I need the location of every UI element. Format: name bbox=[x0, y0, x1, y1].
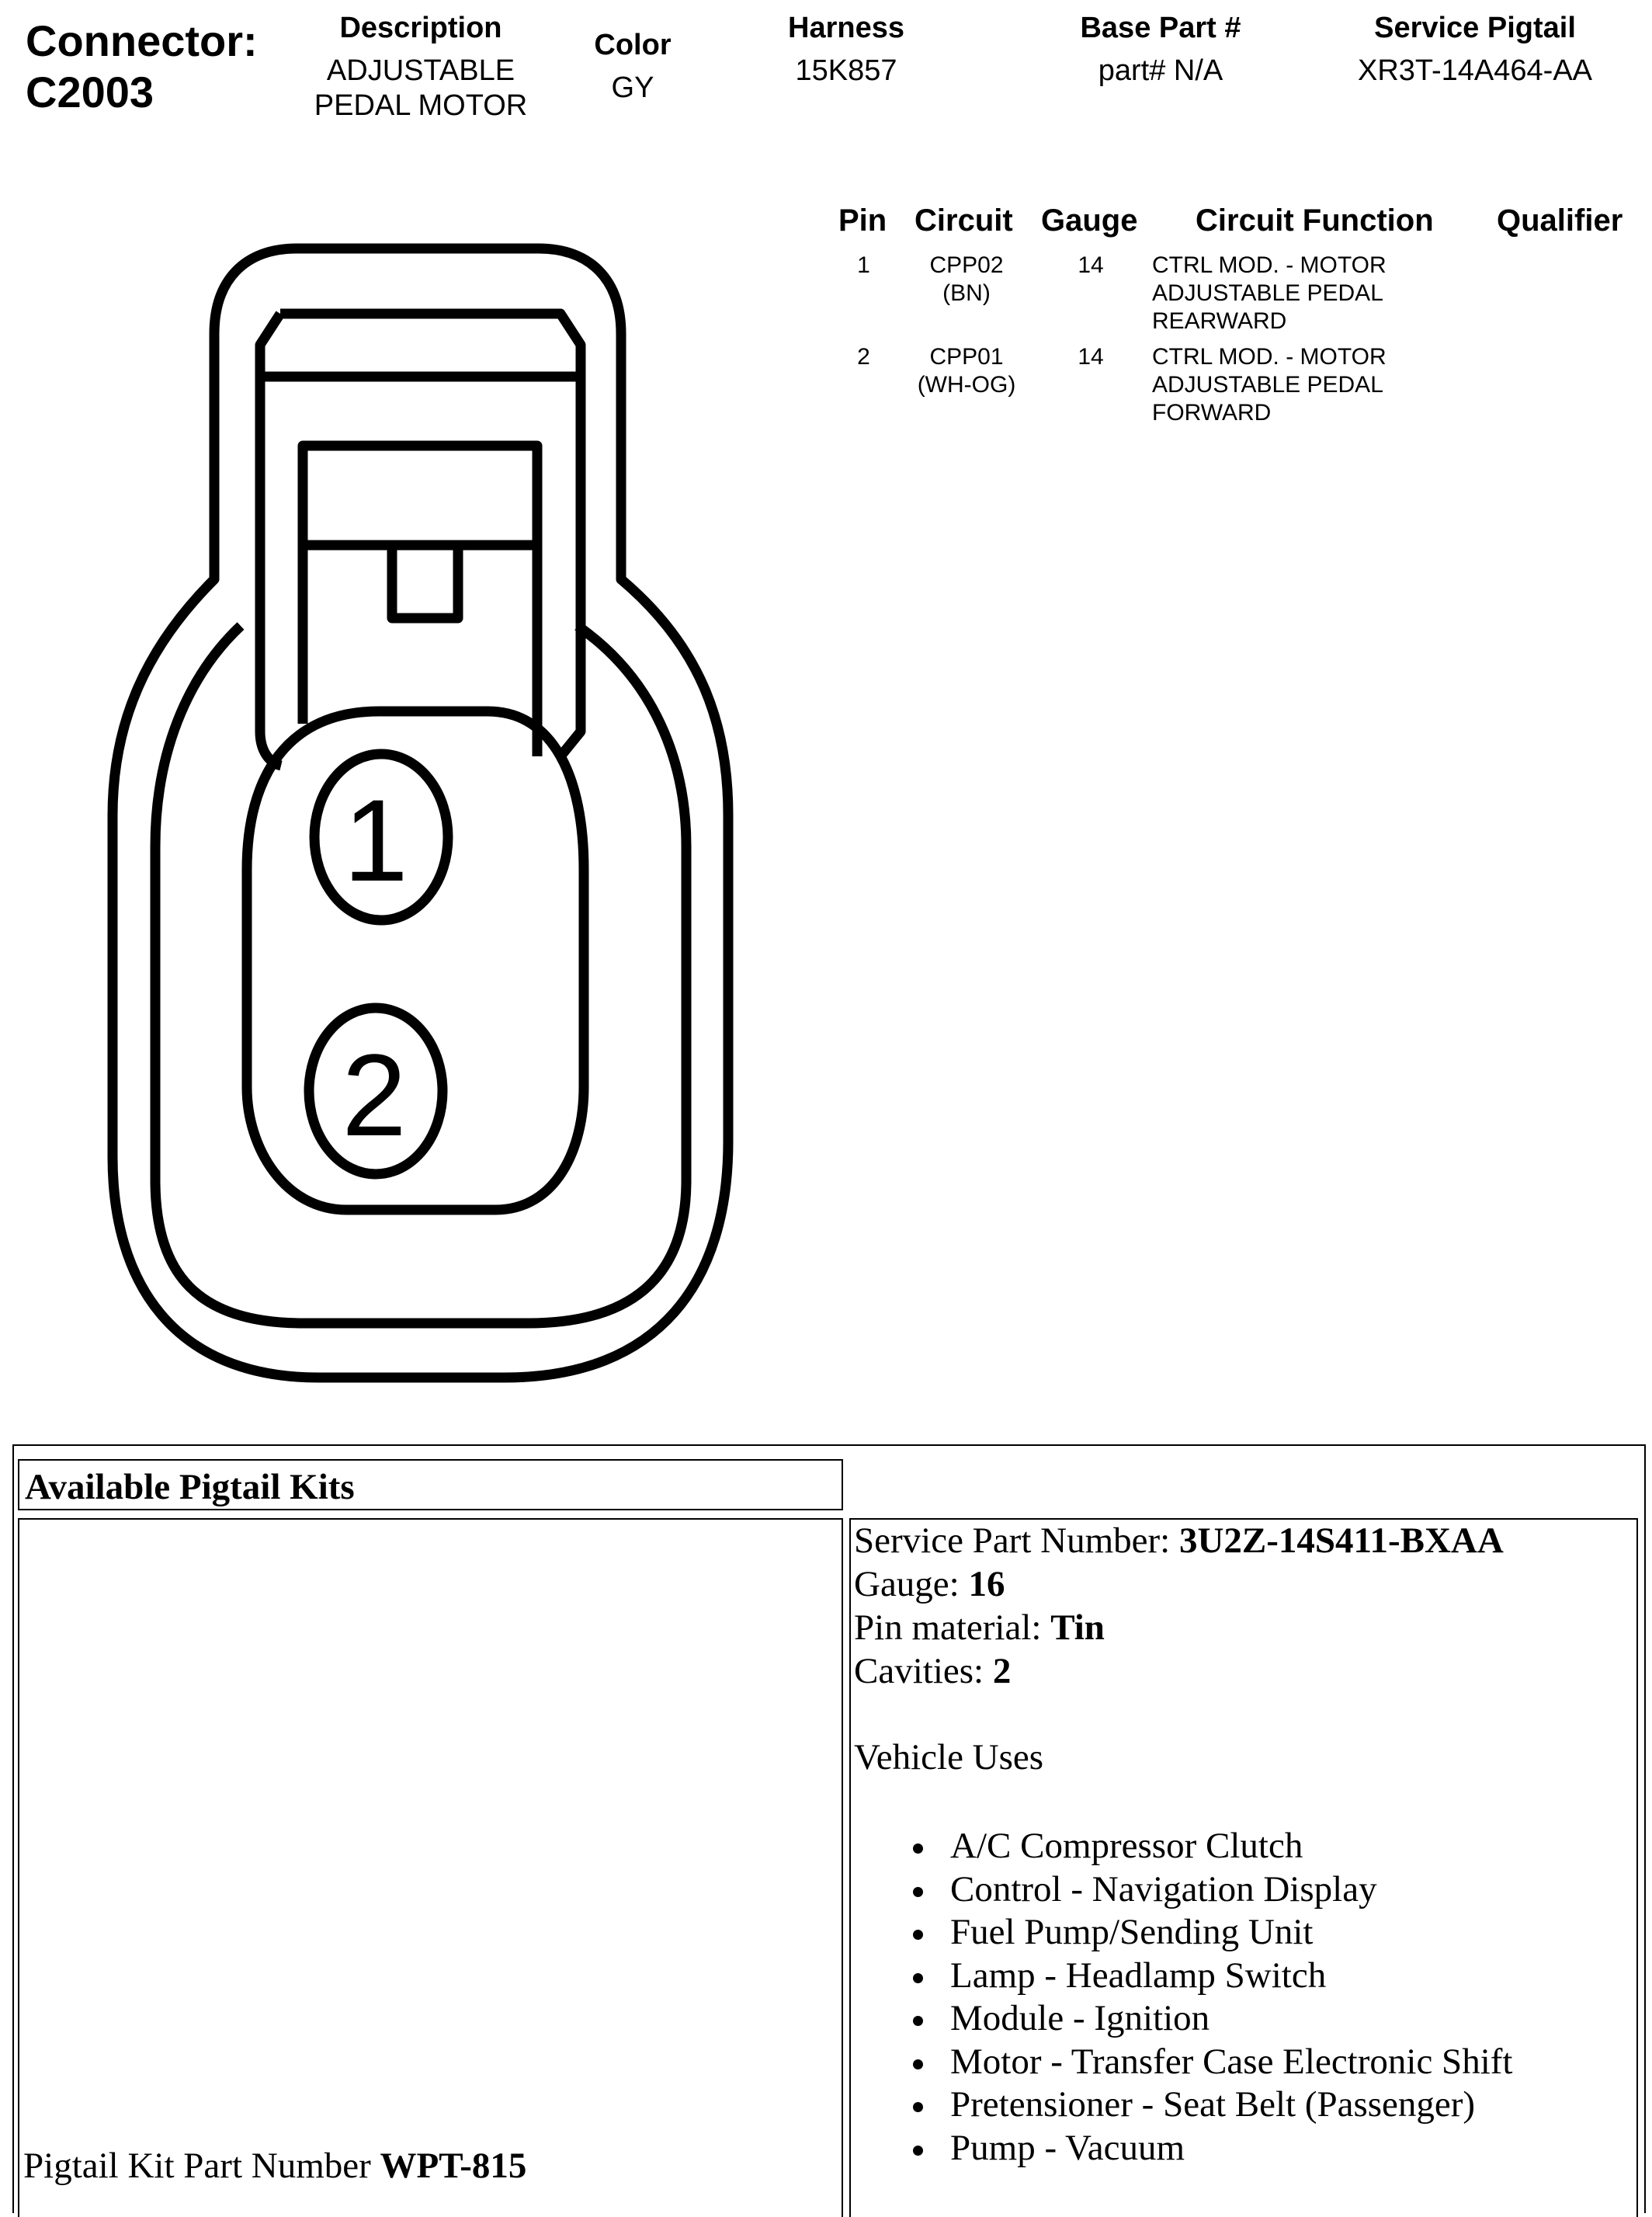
service-pigtail-label: Service Pigtail bbox=[1374, 12, 1576, 44]
pin-wire-color: (WH-OG) bbox=[917, 372, 1016, 398]
description-line1: ADJUSTABLE bbox=[326, 54, 515, 87]
description-line2: PEDAL MOTOR bbox=[314, 89, 528, 122]
harness-label: Harness bbox=[788, 12, 904, 44]
gauge-spec bbox=[854, 1562, 1504, 1606]
circuit-header: Circuit bbox=[914, 203, 1013, 238]
pin-function-line: CTRL MOD. - MOTOR bbox=[1152, 344, 1386, 370]
pin-material-value: Tin bbox=[1050, 1607, 1105, 1648]
list-item: Pump - Vacuum bbox=[913, 2127, 1512, 2170]
pin-function-line: CTRL MOD. - MOTOR bbox=[1152, 252, 1386, 278]
service-pigtail-value: XR3T-14A464-AA bbox=[1357, 54, 1593, 87]
pigtail-specs bbox=[854, 1519, 1504, 1693]
pin-circuit-id: CPP02 bbox=[929, 252, 1004, 278]
pin-function-line: ADJUSTABLE PEDAL bbox=[1152, 372, 1383, 398]
pin-circuit-id: CPP01 bbox=[929, 344, 1004, 370]
pin-header: Pin bbox=[838, 203, 887, 238]
pin-function-line: FORWARD bbox=[1152, 400, 1272, 426]
description-label: Description bbox=[339, 12, 502, 44]
vehicle-uses-label: Vehicle Uses bbox=[854, 1737, 1044, 1777]
pin-gauge: 14 bbox=[1078, 252, 1104, 278]
cavities-label: Cavities: bbox=[854, 1651, 993, 1691]
list-item: Fuel Pump/Sending Unit bbox=[913, 1911, 1512, 1955]
connector-id: C2003 bbox=[26, 68, 154, 117]
gauge-spec-label: Gauge: bbox=[854, 1564, 969, 1604]
connector-label: Connector: bbox=[26, 16, 258, 65]
pin-number: 1 bbox=[857, 252, 870, 278]
pin-wire-color: (BN) bbox=[942, 280, 991, 306]
pigtail-image-cell bbox=[18, 1518, 843, 2217]
qualifier-header: Qualifier bbox=[1497, 203, 1623, 238]
color-value: GY bbox=[611, 71, 654, 104]
gauge-spec-value: 16 bbox=[968, 1564, 1005, 1604]
kit-part-label: Pigtail Kit Part Number bbox=[23, 2146, 380, 2186]
vehicle-uses-list bbox=[913, 1825, 1512, 2170]
service-pigtail-column bbox=[1320, 11, 1630, 89]
list-item: Motor - Transfer Case Electronic Shift bbox=[913, 2041, 1512, 2084]
list-item: A/C Compressor Clutch bbox=[913, 1825, 1512, 1868]
service-part-value: 3U2Z-14S411-BXAA bbox=[1178, 1520, 1504, 1561]
pin-1-label: 1 bbox=[343, 775, 408, 905]
pin-number: 2 bbox=[857, 344, 870, 370]
color-label: Color bbox=[594, 29, 672, 61]
cavities-value: 2 bbox=[992, 1651, 1012, 1691]
list-item: Control - Navigation Display bbox=[913, 1868, 1512, 1912]
cavities-spec bbox=[854, 1649, 1504, 1693]
service-part-number bbox=[854, 1519, 1504, 1562]
base-part-value: part# N/A bbox=[1098, 54, 1223, 87]
base-part-label: Base Part # bbox=[1080, 12, 1241, 44]
pin-gauge: 14 bbox=[1078, 344, 1104, 370]
list-item: Lamp - Headlamp Switch bbox=[913, 1955, 1512, 1998]
pigtail-kit-part-number bbox=[23, 2145, 526, 2187]
latch-notch bbox=[392, 545, 458, 618]
pin-circuit bbox=[893, 252, 1040, 308]
circuit-function-header: Circuit Function bbox=[1196, 203, 1434, 238]
pigtail-kits-title: Available Pigtail Kits bbox=[25, 1467, 355, 1507]
list-item: Module - Ignition bbox=[913, 1997, 1512, 2041]
pin-2-label: 2 bbox=[342, 1030, 407, 1160]
pin-material-spec bbox=[854, 1606, 1504, 1649]
gauge-header: Gauge bbox=[1041, 203, 1138, 238]
service-part-label: Service Part Number: bbox=[854, 1520, 1179, 1561]
harness-value: 15K857 bbox=[795, 54, 897, 87]
list-item: Pretensioner - Seat Belt (Passenger) bbox=[913, 2083, 1512, 2127]
base-part-column bbox=[1040, 11, 1281, 89]
pin-material-label: Pin material: bbox=[854, 1607, 1051, 1648]
pin-cavity-body bbox=[247, 711, 584, 1210]
pin-function-line: ADJUSTABLE PEDAL bbox=[1152, 280, 1383, 306]
pin-circuit bbox=[893, 343, 1040, 399]
pin-function-line: REARWARD bbox=[1152, 308, 1287, 334]
pin-function bbox=[1152, 343, 1386, 427]
connector-inner-shell bbox=[155, 626, 686, 1323]
connector-face-drawing bbox=[0, 0, 776, 1398]
kit-part-value: WPT-815 bbox=[380, 2146, 527, 2186]
pin-function bbox=[1152, 252, 1386, 335]
